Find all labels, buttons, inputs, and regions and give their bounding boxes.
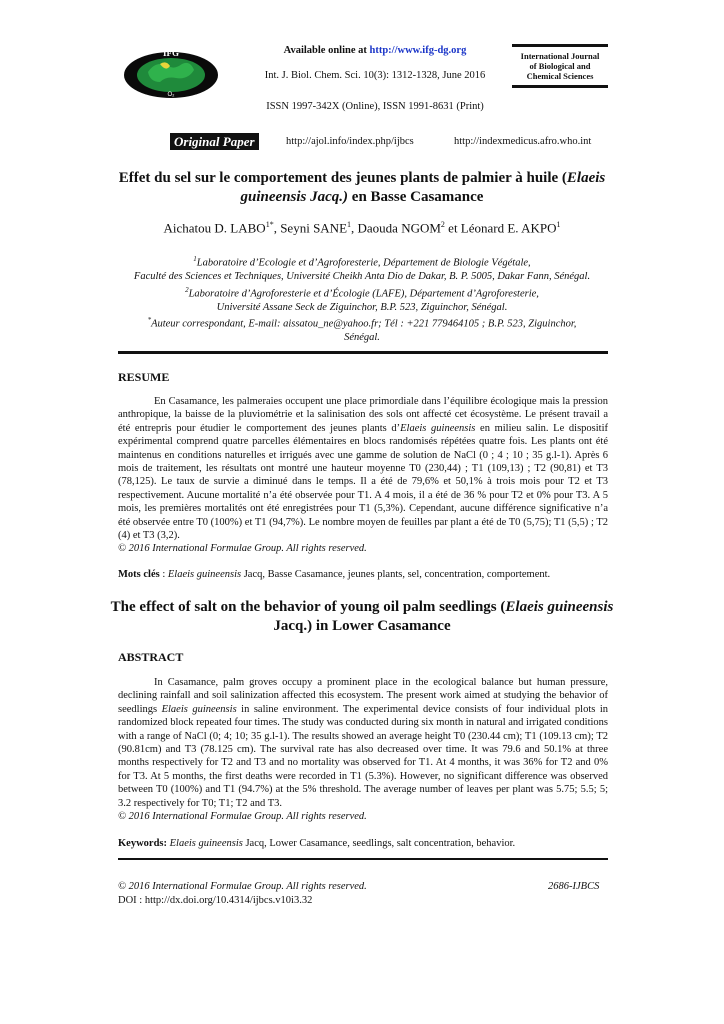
svg-text:IFG: IFG [162, 48, 180, 58]
divider-top [118, 351, 608, 354]
abstract-copyright: © 2016 International Formulae Group. All rights reserved. [118, 811, 367, 823]
footer-code: 2686-IJBCS [548, 881, 600, 892]
resume-copyright: © 2016 International Formulae Group. All rights reserved. [118, 543, 367, 555]
journal-name-box: International Journal of Biological and Chemical Sciences [512, 44, 608, 88]
divider-bottom [118, 858, 608, 860]
paper-type-row [170, 133, 610, 151]
english-title: The effect of salt on the behavior of young oil palm seedlings (Elaeis guineensis Jacq.) in Lower Casamance [110, 599, 614, 634]
french-title: Effet du sel sur le comportement des jeunes plants de palmier à huile (Elaeis guineensis Jacq.) en Basse Casamance [118, 170, 606, 205]
keywords: Keywords: Elaeis guineensis Jacq, Lower Casamance, seedlings, salt concentration, behavior. [118, 838, 516, 849]
authors: Aichatou D. $LABO^{1*}$, Seyni SANE$^1$, Daouda NGOM$^2$ et Léonard E. AKPO$^1$ [163, 220, 561, 236]
indexmedicus-link[interactable]: http://indexmedicus.afro.who.int [454, 136, 592, 147]
abstract-paragraph: In Casamance, palm groves occupy a prominent place in the ecological balance but human pressure, declining rainfall and soil salinization affected this ecosystem. The present work aimed at studying the behavior of seedlings Elaeis guineensis in saline environment. The experimental device consists of four individual plots in randomized block repeated four times. The study was conducted during six month in natural and irrigated conditions with a range of NaCl (0; 4; 10; 35 g.l-1). The results showed an average height T0 (230.44 cm); T1 (109.13 cm); T2 (90.81cm) and T3 (78.125 cm). The survival rate has also decreased over time. It was 79.6 and 50.1% at three months respectively for T2 and T3 and no mortality was observed for T1. At 4 months, it was 36% for T2 and 0% for T3. At 5 months, the first deaths were recorded in T1 (5.3%). However, no significant difference was observed between T0 (100%) and T1 (94.7%) at the 5% threshold. The average number of leaves per plant was 5.75; 5.5; 5; 3.2 respectively for T0; T1; T2 and T3. © 2016 International Formulae Group. All rights reserved. [118, 677, 608, 823]
mots-cles: Mots clés : Elaeis guineensis Jacq, Basse Casamance, jeunes plants, sel, concentration, comportement. [118, 569, 551, 580]
ifg-link[interactable]: http://www.ifg-dg.org [369, 45, 467, 56]
ajol-link[interactable]: http://ajol.info/index.php/ijbcs [286, 136, 414, 147]
citation: Int. J. Biol. Chem. Sci. 10(3): 1312-1328, June 2016 [264, 70, 486, 81]
resume-heading: RESUME [118, 370, 170, 384]
original-paper-label: Original Paper [170, 133, 259, 150]
issn: ISSN 1997-342X (Online), ISSN 1991-8631 (Print) [266, 101, 484, 112]
ifg-logo [122, 44, 220, 100]
footer-doi[interactable]: DOI : http://dx.doi.org/10.4314/ijbcs.v10i3.32 [118, 895, 313, 906]
footer-copyright: © 2016 International Formulae Group. All rights reserved. [118, 881, 367, 892]
abstract-heading: ABSTRACT [118, 650, 184, 664]
affiliations: $^1$Laboratoire d’Ecologie et d’Agroforesterie, Département de Biologie Végétale, Faculté des Sciences et Techniques, Université Cheikh Anta Dio de Dakar, B. P. 5005, Dakar Fann, Sénégal. $^2$Laboratoire d’Agroforesterie et d’Écologie (LAFE), Département d’Agroforesterie, Université Assane Seck de Ziguinchor, B.P. 523, Ziguinchor, Sénégal. *Auteur correspondant, E-mail: aissatou_ne@yahoo.fr; Tél : +221 779464105 ; B.P. 523, Ziguinchor, Sénégal. [133, 255, 591, 343]
available-online: Available online at http://www.ifg-dg.org [283, 45, 467, 56]
resume-paragraph: En Casamance, les palmeraies occupent une place primordiale dans l’équilibre écologique mais la pression anthropique, la baisse de la pluviométrie et la salinisation des sols ont affecté cet écosystème. Le présent travail a été entrepris pour étudier le comportement des jeunes plants d’Elaeis guineensis en milieu salin. Le dispositif expérimental comprend quatre parcelles élémentaires en blocs randomisés répétées quatre fois. Les plants ont été maintenus en conditions naturelles et irrigués avec une gamme de solution de NaCl (0 ; 4 ; 10 ; 35 g.l-1). Après 6 mois de traitement, les résultats ont montré une hauteur moyenne T0 (230,44) ; T1 (109,13) ; T2 (90,81) et T3 (78,125). Le taux de survie a diminué dans le temps. Il a été de 79,6% et 50,1% à trois mois pour T2 et T3 respectivement. Aucune mortalité n’a été observée pour T1. A 4 mois, il a été de 36 % pour T2 et 0% pour T3. A 5 mois, les premières mortalités ont été enregistrées pour T1 (5,3%). Cependant, aucune différence significative n’a été observée entre T0 (100%) et T1 (94,7%). Le nombre moyen de feuilles par plant a été de T0 (5,75); T1 (5,5) ; T2 (4) et T3 (3,2). © 2016 International Formulae Group. All rights reserved. [118, 396, 609, 555]
svg-text:O₂: O₂ [167, 92, 175, 98]
